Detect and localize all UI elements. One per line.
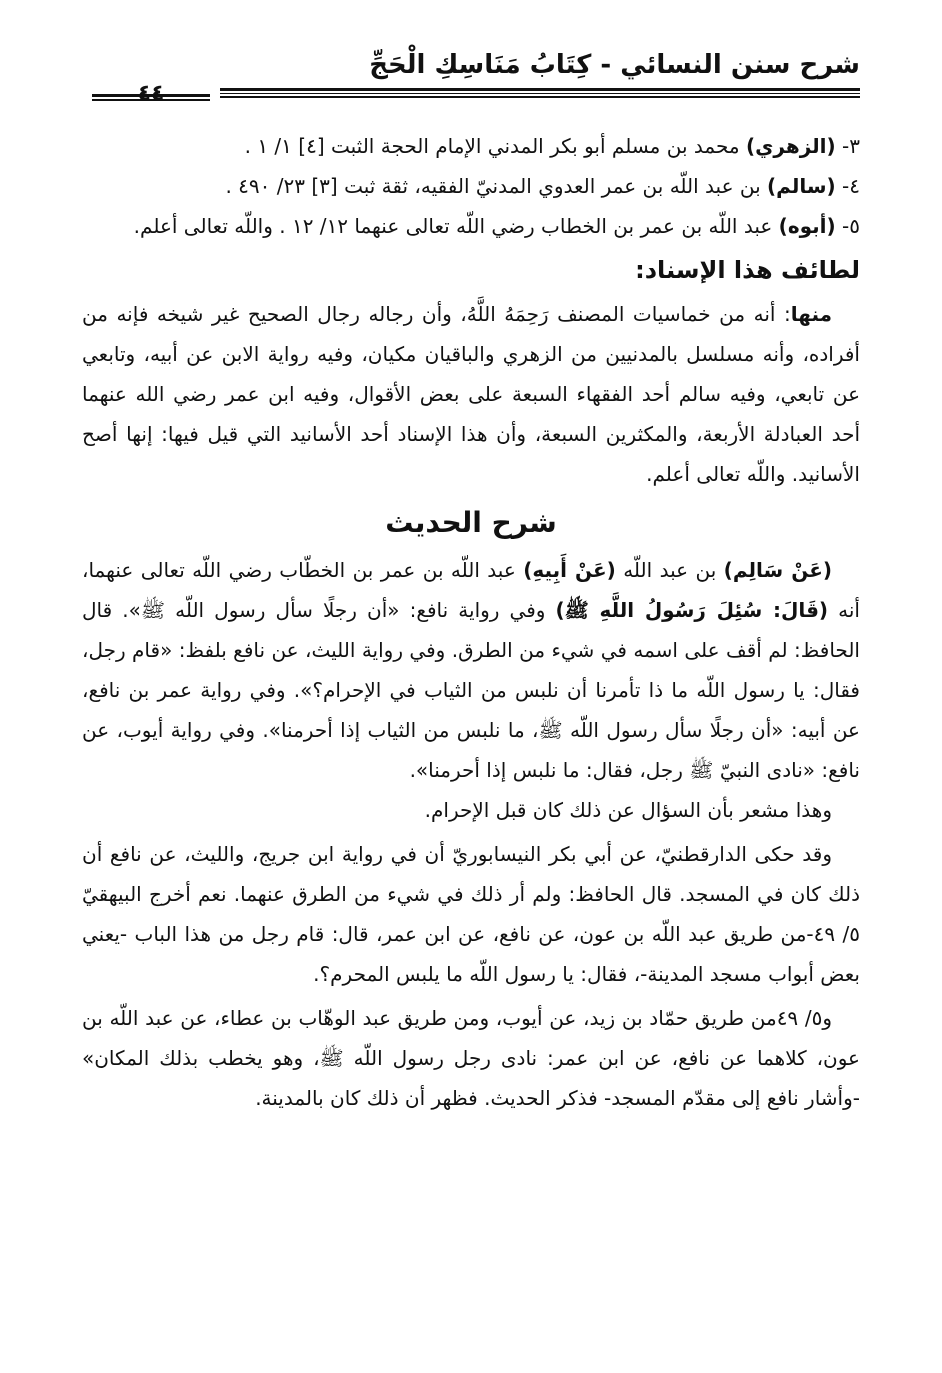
page-number-rule: [92, 99, 210, 101]
narrator-entry: ٣- (الزهري) محمد بن مسلم أبو بكر المدني الإمام الحجة الثبت [٤] ١/ ١ .: [244, 134, 860, 158]
sharh-paragraph: وهذا مشعر بأن السؤال عن ذلك كان قبل الإحرام.: [424, 798, 832, 822]
lataif-paragraph: منها: أنه من خماسيات المصنف رَحِمَهُ اللَّهُ، وأن رجاله رجال الصحيح غير شيخه فإنه من أفراده، وأنه مسلسل بالمدنيين من الزهري والباقيان مكيان، وفيه رواية الابن عن أبيه، وتابعي عن تابعي، وفيه سالم أحد الفقهاء السبعة على بعض الأقوال، وفيه ابن عمر رضي الله عنهما أحد العبادلة الأربعة، والمكثرين السبعة، وأن هذا الإسناد أحد الأسانيد التي قيل فيها: إنها أصح الأسانيد. واللّه تعالى أعلم.: [82, 302, 860, 486]
section-heading-sharh: شرح الحديث: [385, 506, 557, 539]
narrator-name: (أبوه): [778, 214, 836, 238]
sharh-paragraph: وقد حكى الدارقطنيّ، عن أبي بكر النيسابوريّ أن في رواية ابن جريج، والليث، عن نافع أن ذلك كان في المسجد. قال الحافظ: ولم أر ذلك في شيء من الطرق عنهما. نعم أخرج البيهقيّ ٥/ ٤٩-من طريق عبد اللّه بن عون، عن نافع، عن ابن عمر، قال: قام رجل من هذا الباب -يعني بعض أبواب مسجد المدينة-، فقال: يا رسول اللّه ما يلبس المحرم؟.: [82, 842, 860, 986]
running-title: شرح سنن النسائي - كِتَابُ مَنَاسِكِ الْحَجِّ: [369, 50, 860, 80]
page-body: [82, 126, 860, 1118]
section-heading-lataif: لطائف هذا الإسناد:: [635, 256, 860, 284]
header-rule: [220, 93, 860, 94]
header-rule: [220, 88, 860, 91]
narrator-details: عبد اللّه بن عمر بن الخطاب رضي اللّه تعالى عنهما ١٢/ ١٢ . واللّه تعالى أعلم.: [133, 214, 779, 238]
page-header: [92, 48, 860, 106]
sharh-paragraph: (عَنْ سَالِم) بن عبد اللّه (عَنْ أَبِيهِ) عبد اللّه بن عمر بن الخطّاب رضي اللّه تعالى عنهما، أنه (قَالَ: سُئِلَ رَسُولُ اللَّهِ ﷺ) وفي رواية نافع: «أن رجلًا سأل رسول اللّه ﷺ». قال الحافظ: لم أقف على اسمه في شيء من الطرق. وفي رواية الليث، عن نافع بلفظ: «قام رجل، فقال: يا رسول اللّه ما ذا تأمرنا أن نلبس من الثياب في الإحرام؟». وفي رواية عمر بن نافع، عن أبيه: «أن رجلًا سأل رسول اللّه ﷺ، ما نلبس من الثياب إذا أحرمنا». وفي رواية أيوب، عن نافع: «نادى النبيّ ﷺ رجل، فقال: ما نلبس إذا أحرمنا».: [82, 558, 860, 782]
header-rule: [220, 96, 860, 98]
page-number-rule: [92, 94, 210, 97]
narrator-details: بن عبد اللّه بن عمر العدوي المدنيّ الفقيه، ثقة ثبت [٣] ٢٣/ ٤٩٠ .: [225, 174, 768, 198]
sharh-paragraph: و٥/ ٤٩من طريق حمّاد بن زيد، عن أيوب، ومن طريق عبد الوهّاب بن عطاء، عن عبد اللّه بن عون، كلاهما عن نافع، عن ابن عمر: نادى رجل رسول اللّه ﷺ، وهو يخطب بذلك المكان» -وأشار نافع إلى مقدّم المسجد- فذكر الحديث. فظهر أن ذلك كان بالمدينة.: [82, 1006, 860, 1110]
narrator-entry: ٥- (أبوه) عبد اللّه بن عمر بن الخطاب رضي اللّه تعالى عنهما ١٢/ ١٢ . واللّه تعالى أعلم.: [133, 214, 860, 238]
narrator-name: (سالم): [767, 174, 836, 198]
narrator-name: (الزهري): [745, 134, 836, 158]
narrator-details: محمد بن مسلم أبو بكر المدني الإمام الحجة الثبت [٤] ١/ ١ .: [244, 134, 746, 158]
narrator-entry: ٤- (سالم) بن عبد اللّه بن عمر العدوي المدنيّ الفقيه، ثقة ثبت [٣] ٢٣/ ٤٩٠ .: [225, 174, 860, 198]
